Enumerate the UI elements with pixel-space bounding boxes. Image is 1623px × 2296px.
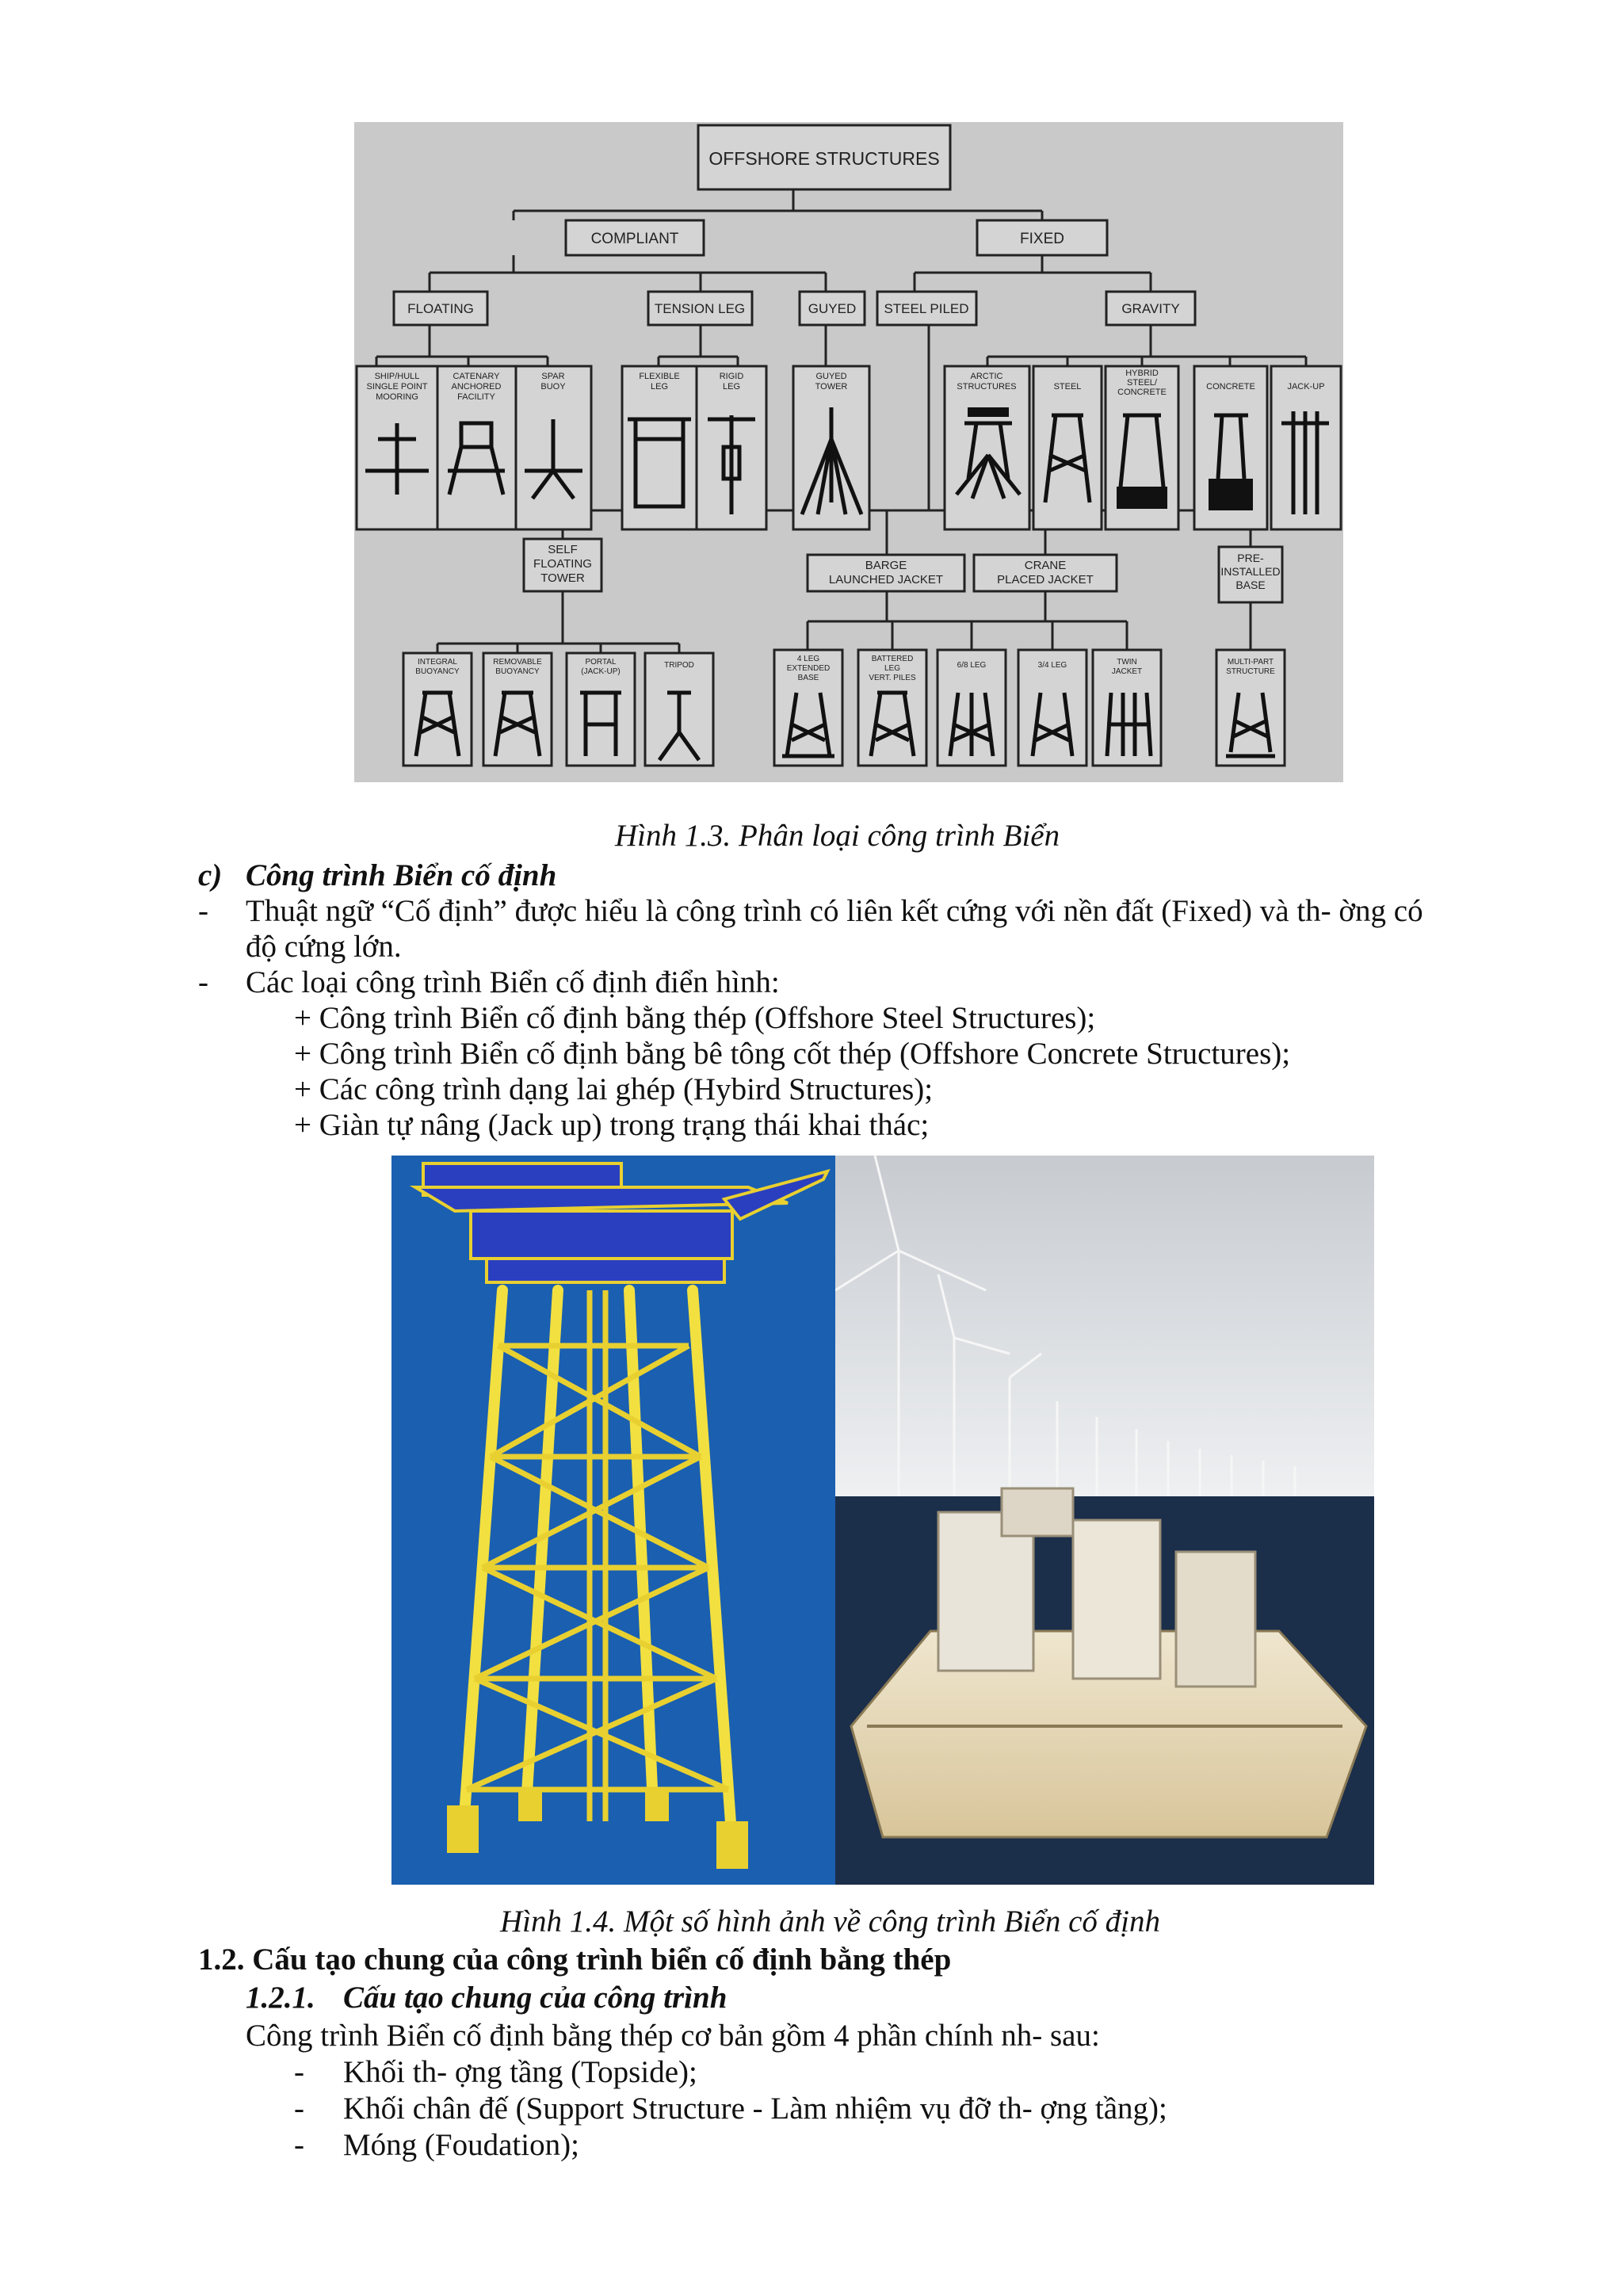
chart-level2-node — [1106, 292, 1195, 325]
svg-text:CATENARY: CATENARY — [453, 372, 500, 381]
section-c-heading: Công trình Biển cố định — [246, 858, 557, 892]
bullet2-text: Các loại công trình Biển cố định điển hình: — [246, 965, 780, 999]
svg-text:EXTENDED: EXTENDED — [786, 664, 831, 673]
svg-text:LAUNCHED JACKET: LAUNCHED JACKET — [828, 573, 944, 586]
svg-text:CONCRETE: CONCRETE — [1206, 382, 1255, 392]
chart-level1-node — [566, 220, 704, 255]
sub-item-hybrid: + Các công trình dạng lai ghép (Hybird Structures); — [294, 1072, 934, 1106]
sub-item-jackup: + Giàn tự nâng (Jack up) trong trạng thái khai thác; — [294, 1108, 930, 1142]
svg-text:TRIPOD: TRIPOD — [664, 661, 694, 670]
section-1-2-1-intro: Công trình Biển cố định bằng thép cơ bản gồm 4 phần chính nh- sau: — [246, 2019, 1100, 2053]
svg-text:GUYED: GUYED — [815, 372, 847, 381]
svg-text:CRANE: CRANE — [1024, 559, 1067, 572]
svg-text:TWIN: TWIN — [1117, 658, 1137, 667]
list-item-support-structure: Khối chân đế (Support Structure - Làm nhiệm vụ đỡ th- ợng tầng); — [343, 2092, 1167, 2126]
svg-text:JACKET: JACKET — [1111, 667, 1143, 676]
chart-node-tension-leg: TENSION LEG — [654, 301, 746, 316]
list-dash: - — [294, 2055, 304, 2089]
svg-text:ARCTIC: ARCTIC — [970, 372, 1003, 381]
svg-text:ANCHORED: ANCHORED — [451, 382, 502, 392]
svg-text:PORTAL: PORTAL — [585, 658, 617, 667]
svg-text:BASE: BASE — [797, 674, 819, 682]
chart-compliant-leaves — [357, 366, 869, 529]
chart-root-node — [698, 125, 950, 189]
svg-text:JACK-UP: JACK-UP — [1287, 382, 1325, 392]
svg-text:BUOYANCY: BUOYANCY — [415, 667, 460, 676]
chart-level3-node — [1219, 547, 1282, 602]
svg-text:PLACED JACKET: PLACED JACKET — [997, 573, 1094, 586]
chart-root-label: OFFSHORE STRUCTURES — [708, 148, 940, 169]
chart-node-guyed: GUYED — [808, 301, 857, 316]
chart-node-compliant: COMPLIANT — [590, 231, 679, 247]
svg-text:LEG: LEG — [884, 664, 901, 673]
svg-text:CONCRETE: CONCRETE — [1117, 388, 1167, 397]
bullet1-line2: độ cứng lớn. — [246, 930, 402, 964]
sub-item-steel: + Công trình Biển cố định bằng thép (Offshore Steel Structures); — [294, 1001, 1096, 1035]
svg-text:STEEL: STEEL — [1053, 382, 1082, 392]
svg-text:BASE: BASE — [1235, 579, 1266, 591]
offshore-structures-classification-chart — [354, 122, 1343, 782]
svg-text:SPAR: SPAR — [541, 372, 565, 381]
svg-text:STRUCTURES: STRUCTURES — [957, 382, 1017, 392]
svg-text:INTEGRAL: INTEGRAL — [417, 658, 458, 667]
chart-node-gravity: GRAVITY — [1121, 301, 1180, 316]
chart-level2-node — [877, 292, 976, 325]
svg-text:BUOYANCY: BUOYANCY — [495, 667, 540, 676]
bullet-dash: - — [198, 965, 208, 999]
list-item-foundation: Móng (Foudation); — [343, 2128, 579, 2162]
chart-node-steel-piled: STEEL PILED — [884, 301, 969, 316]
svg-text:PRE-: PRE- — [1237, 552, 1264, 564]
chart-level3-node — [808, 555, 964, 591]
svg-text:REMOVABLE: REMOVABLE — [493, 658, 542, 667]
svg-text:4 LEG: 4 LEG — [796, 655, 820, 663]
section-c-marker: c) — [198, 858, 223, 892]
section-1-2-heading: 1.2. Cấu tạo chung của công trình biển cố định bằng thép — [198, 1943, 952, 1977]
svg-text:BATTERED: BATTERED — [871, 655, 914, 663]
bullet1-line1: Thuật ngữ “Cố định” được hiểu là công trình có liên kết cứng với nền đất (Fixed) và th- ờng có — [246, 894, 1423, 928]
svg-text:SHIP/HULL: SHIP/HULL — [374, 372, 420, 381]
chart-level3-node — [974, 555, 1117, 591]
offshore-wind-and-gravity-base-photo — [835, 1156, 1374, 1885]
svg-text:INSTALLED: INSTALLED — [1220, 565, 1281, 578]
svg-text:HYBRID: HYBRID — [1125, 369, 1159, 378]
svg-text:MULTI-PART: MULTI-PART — [1227, 658, 1274, 667]
svg-text:LEG: LEG — [722, 382, 741, 392]
chart-level2-node — [394, 292, 487, 325]
chart-level3-node — [524, 539, 601, 591]
chart-level1-node — [977, 220, 1107, 255]
svg-text:TOWER: TOWER — [815, 382, 848, 392]
svg-text:LEG: LEG — [650, 382, 669, 392]
svg-text:MOORING: MOORING — [376, 392, 418, 402]
svg-text:6/8 LEG: 6/8 LEG — [957, 661, 987, 670]
section-1-2-1-heading: Cấu tạo chung của công trình — [343, 1981, 727, 2015]
svg-text:TOWER: TOWER — [540, 571, 585, 585]
svg-text:BARGE: BARGE — [865, 559, 907, 572]
chart-node-fixed: FIXED — [1020, 231, 1064, 247]
chart-level2-node — [800, 292, 865, 325]
list-dash: - — [294, 2128, 304, 2162]
list-item-topside: Khối th- ợng tầng (Topside); — [343, 2055, 697, 2089]
svg-text:(JACK-UP): (JACK-UP) — [581, 667, 621, 676]
svg-text:VERT. PILES: VERT. PILES — [869, 674, 916, 682]
svg-text:FACILITY: FACILITY — [457, 392, 495, 402]
steel-jacket-rendering-image — [391, 1156, 835, 1885]
chart-level2-node — [648, 292, 752, 325]
svg-text:3/4 LEG: 3/4 LEG — [1037, 661, 1067, 670]
svg-text:SINGLE POINT: SINGLE POINT — [366, 382, 428, 392]
chart-level4-leaves — [403, 650, 1285, 766]
svg-text:SELF: SELF — [548, 543, 578, 556]
section-1-2-1-number: 1.2.1. — [246, 1981, 315, 2015]
svg-text:RIGID: RIGID — [719, 372, 744, 381]
bullet-dash: - — [198, 894, 208, 928]
sub-item-concrete: + Công trình Biển cố định bằng bê tông cốt thép (Offshore Concrete Structures); — [294, 1037, 1291, 1071]
chart-node-floating: FLOATING — [407, 301, 474, 316]
svg-text:STEEL/: STEEL/ — [1127, 378, 1157, 388]
svg-text:FLEXIBLE: FLEXIBLE — [639, 372, 680, 381]
svg-text:FLOATING: FLOATING — [533, 557, 592, 571]
svg-text:BUOY: BUOY — [540, 382, 566, 392]
list-dash: - — [294, 2092, 304, 2126]
figure-1-4-caption: Hình 1.4. Một số hình ảnh về công trình Biển cố định — [500, 1904, 1160, 1939]
svg-text:STRUCTURE: STRUCTURE — [1226, 667, 1275, 676]
figure-1-3-caption: Hình 1.3. Phân loại công trình Biển — [615, 819, 1060, 853]
